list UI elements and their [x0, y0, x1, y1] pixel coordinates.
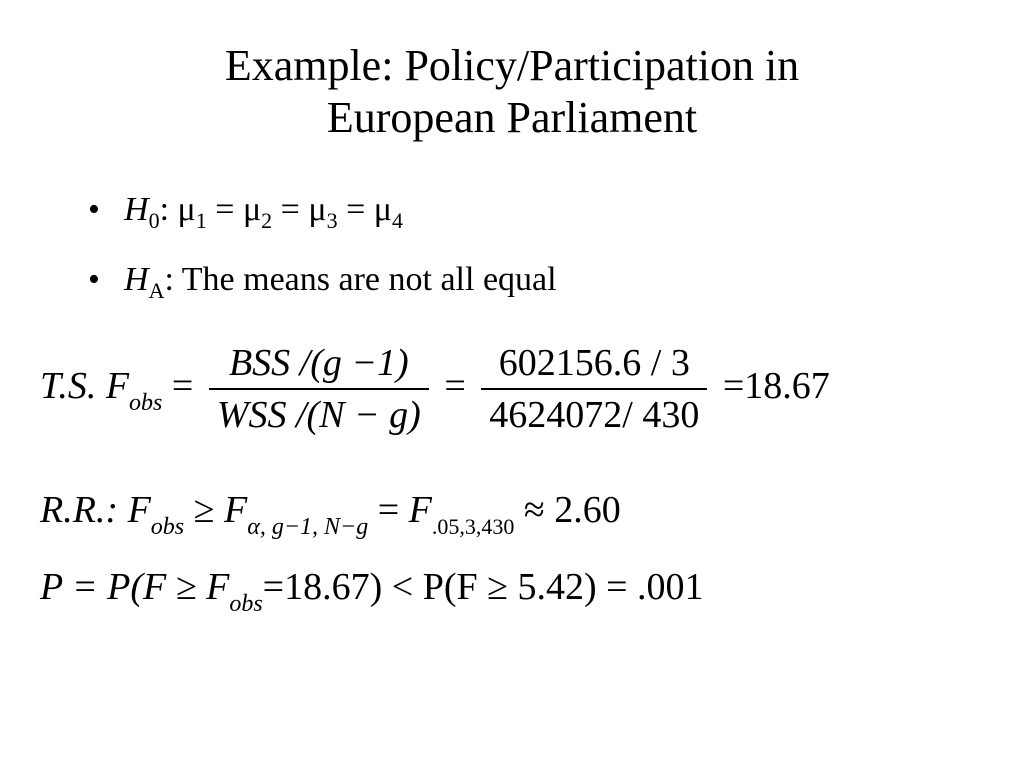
title-line-2: European Parliament: [326, 93, 698, 142]
slide-title: [0, 40, 1024, 144]
frac-denominator-values: 4624072/ 430: [489, 394, 700, 436]
frac-denominator: WSS /(N − g): [216, 394, 421, 436]
f-var: F: [408, 489, 432, 531]
f-obs-sub: obs: [150, 514, 185, 540]
geq-sign: ≥: [193, 489, 215, 531]
mu-sub-1: 1: [195, 208, 207, 233]
mu: μ: [373, 191, 393, 228]
h-sub: A: [148, 278, 165, 303]
rr-label: R.R.:: [40, 489, 119, 531]
ts-result: =18.67: [722, 364, 830, 407]
rejection-region-equation: [40, 488, 621, 541]
f-crit-values-sub: .05,3,430: [431, 514, 515, 539]
p-text-1: P = P(F ≥ F: [40, 566, 230, 608]
f-crit-sub: α, g−1, N−g: [247, 514, 369, 540]
test-statistic-equation: [40, 340, 830, 438]
colon: :: [159, 191, 170, 228]
f-var: F: [224, 489, 248, 531]
mu-sub-3: 3: [326, 208, 338, 233]
fraction-bar: [481, 388, 707, 390]
f-obs-sub: obs: [129, 389, 163, 416]
alt-hypothesis-text: [124, 260, 557, 311]
f-var: F: [127, 489, 151, 531]
mu: μ: [242, 191, 262, 228]
eq-sign: =: [377, 489, 400, 531]
mu: μ: [177, 191, 196, 228]
null-hypothesis-text: [124, 190, 403, 241]
p-value-equation: [40, 565, 704, 618]
fraction-formula: [209, 340, 429, 438]
f-var: F: [105, 364, 130, 407]
eq: =: [346, 191, 366, 228]
frac-numerator-values: 602156.6 / 3: [498, 342, 690, 384]
eq-sign: =: [444, 364, 466, 407]
fraction-values: [481, 340, 707, 438]
eq-sign: =: [171, 364, 194, 407]
eq: =: [280, 191, 300, 228]
eq: =: [215, 191, 235, 228]
mu-sub-4: 4: [392, 208, 404, 233]
alt-text: : The means are not all equal: [164, 261, 557, 298]
bullet-icon: •: [88, 191, 100, 228]
p-text-2: =18.67) < P(F ≥ 5.42) = .001: [262, 566, 704, 608]
mu: μ: [308, 191, 327, 228]
title-line-1: Example: Policy/Participation in: [224, 41, 800, 90]
fraction-bar: [209, 388, 429, 390]
h-var: H: [124, 191, 149, 228]
bullet-icon: •: [88, 261, 100, 298]
mu-sub-2: 2: [261, 208, 273, 233]
approx-value: ≈ 2.60: [523, 489, 621, 531]
ts-label: T.S.: [40, 364, 97, 407]
f-obs-sub: obs: [229, 591, 263, 617]
frac-numerator: BSS /(g −1): [228, 342, 409, 384]
h-sub: 0: [148, 208, 160, 233]
h-var: H: [124, 261, 149, 298]
